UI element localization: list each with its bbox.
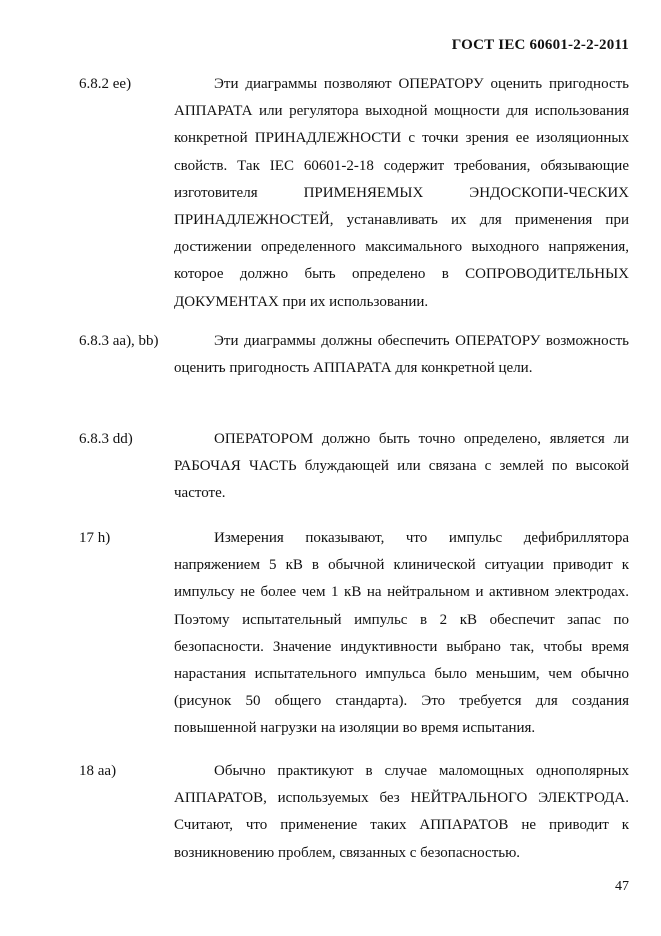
section-text: Измерения показывают, что импульс дефибриллятора напряжением 5 кВ в обычной клинической ситуации приводит к импульсу не более чем 1 кВ на нейтральном и активном электродах. Поэтому испытательный импульс в 2 кВ обеспечит запас по безопасности. Значение индуктивности выбрано так, чтобы время нарастания испытательного импульса было меньшим, чем обычно (рисунок 50 общего стандарта). Это требуется для создания повышенной нагрузки на изоляции во время испытания. (174, 530, 629, 737)
section-text: Эти диаграммы позволяют ОПЕРАТОРУ оценить пригодность АППАРАТА или регулятора выходной мощности для использования конкретной ПРИНАДЛЕЖНОСТИ с точки зрения ее изоляционных свойств. Так IEC 60601-2-18 содержит требования, обязывающие изготовителя ПРИМЕНЯЕМЫХ ЭНДОСКОПИ-ЧЕСКИХ ПРИНАДЛЕЖНОСТЕЙ, устанавливать их для применения при достижении определенного максимального выходного напряжения, которое должно быть определено в СОПРОВОДИТЕЛЬНЫХ ДОКУМЕНТАХ при их использовании. (174, 76, 629, 310)
section-text: Обычно практикуют в случае маломощных однополярных АППАРАТОВ, используемых без НЕЙТРАЛЬНОГО ЭЛЕКТРОДА. Считают, что применение таких АППАРАТОВ не приводит к возникновению проблем, связанных с безопасностью. (174, 763, 629, 861)
section-number: 6.8.2 ee) (79, 76, 132, 92)
section-number: 6.8.3 dd) (79, 431, 133, 447)
section-number: 18 aa) (79, 763, 117, 779)
section-text: Эти диаграммы должны обеспечить ОПЕРАТОРУ возможность оценить пригодность АППАРАТА для конкретной цели. (174, 333, 629, 377)
section-text: ОПЕРАТОРОМ должно быть точно определено, является ли РАБОЧАЯ ЧАСТЬ блуждающей или связана с землей по высокой частоте. (174, 431, 629, 502)
section-number: 17 h) (79, 530, 111, 546)
section-number: 6.8.3 aa), bb) (79, 333, 159, 349)
page-number: 47 (615, 879, 629, 894)
document-header-title: ГОСТ IEC 60601-2-2-2011 (451, 37, 629, 53)
